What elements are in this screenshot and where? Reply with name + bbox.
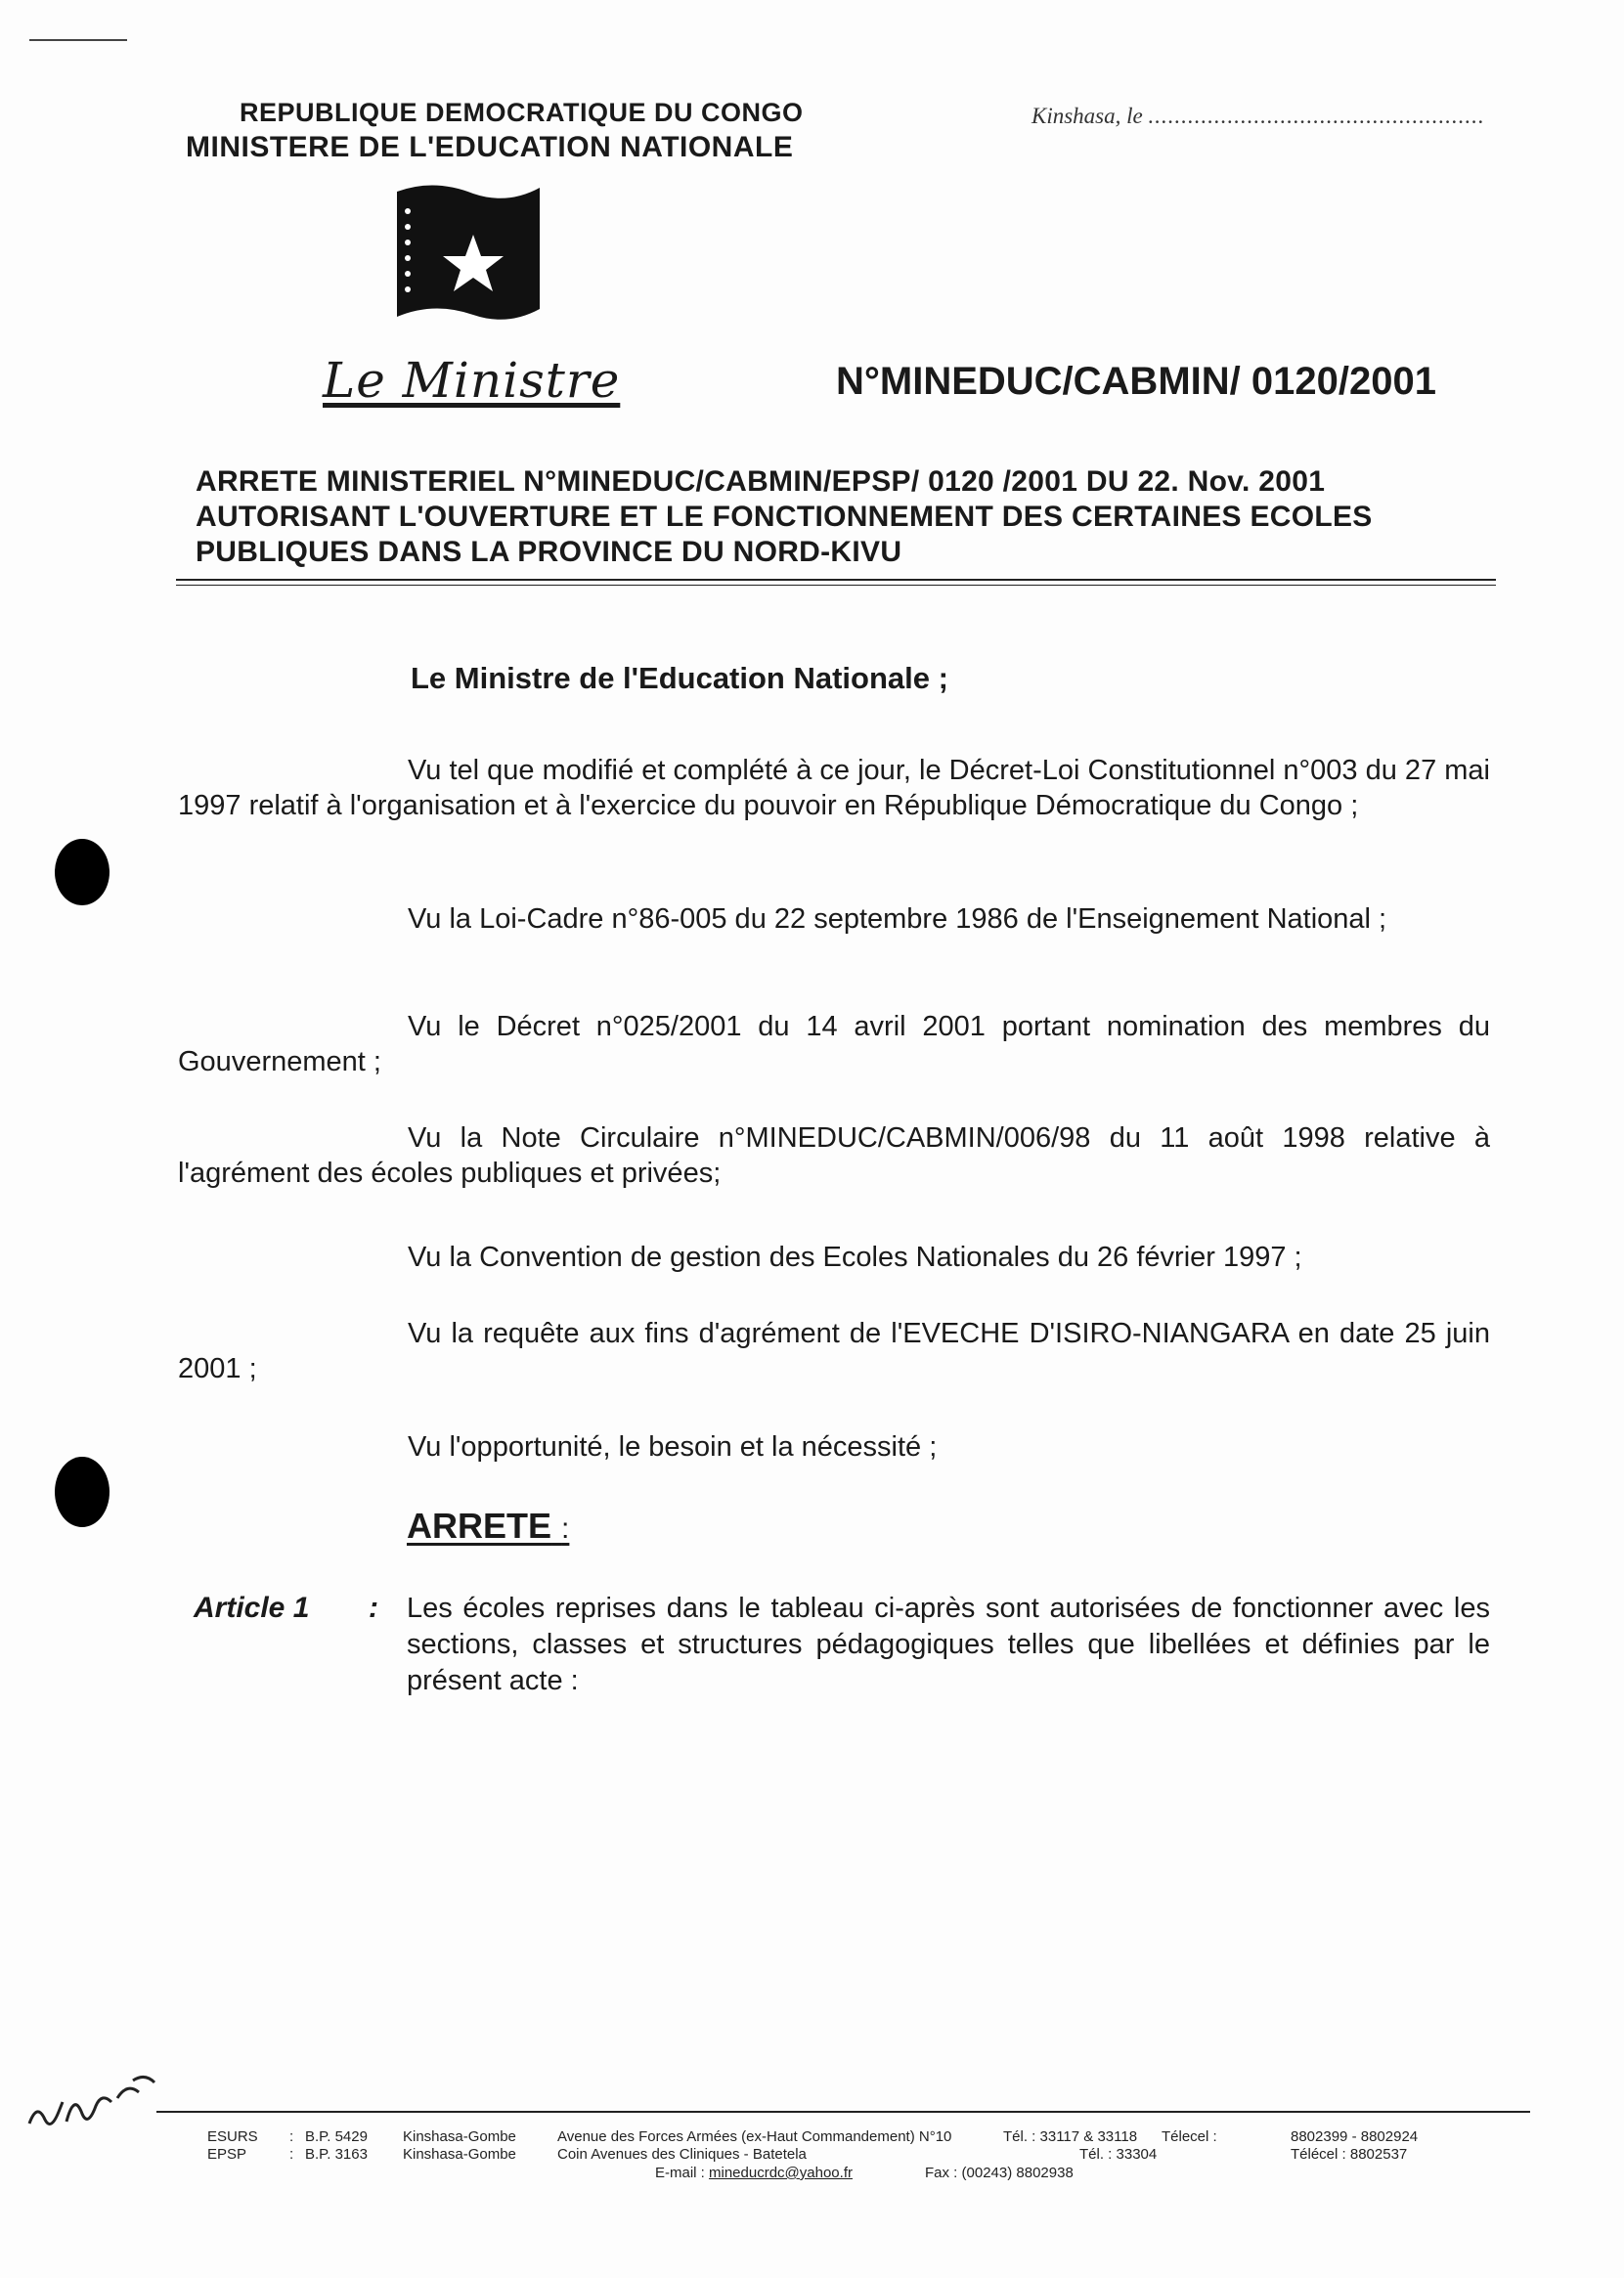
- footer-esurs-telecel-label: Télecel :: [1162, 2128, 1217, 2145]
- drc-flag-emblem: [395, 184, 542, 345]
- footer-email: E-mail : mineducrdc@yahoo.fr: [655, 2165, 853, 2181]
- consideration-6: Vu la requête aux fins d'agrément de l'EVECHE D'ISIRO-NIANGARA en date 25 juin 2001 ;: [178, 1318, 1490, 1384]
- punch-hole: [55, 1457, 110, 1527]
- punch-hole: [55, 839, 110, 905]
- consideration-3: Vu le Décret n°025/2001 du 14 avril 2001 portant nomination des membres du Gouvernement ;: [178, 1011, 1490, 1077]
- footer-fax: Fax : (00243) 8802938: [925, 2165, 1074, 2181]
- footer-esurs-label: ESURS: [207, 2128, 258, 2145]
- consideration-7: Vu l'opportunité, le besoin et la nécessité ;: [408, 1431, 938, 1463]
- footer-esurs-address: Avenue des Forces Armées (ex-Haut Commandement) N°10: [557, 2128, 952, 2145]
- footer-rule: [156, 2111, 1530, 2113]
- title-double-rule: [176, 579, 1496, 581]
- footer-epsp-tel: Tél. : 33304: [1079, 2146, 1158, 2163]
- footer-colon: :: [289, 2146, 294, 2163]
- article-1-label: Article 1: [194, 1592, 310, 1624]
- place-date-dots: ...................................................: [1148, 104, 1485, 128]
- footer-epsp-bp: B.P. 3163: [305, 2146, 368, 2163]
- footer-esurs-bp: B.P. 5429: [305, 2128, 368, 2145]
- article-1-text: Les écoles reprises dans le tableau ci-après sont autorisées de fonctionner avec les sections, classes et structures pédagogiques telles que libellées et définies par le présent acte :: [407, 1593, 1490, 1696]
- reference-number: N°MINEDUC/CABMIN/ 0120/2001: [836, 360, 1436, 403]
- footer-epsp-address: Coin Avenues des Cliniques - Batetela: [557, 2146, 807, 2163]
- consideration-2: Vu la Loi-Cadre n°86-005 du 22 septembre 1986 de l'Enseignement National ;: [408, 903, 1387, 935]
- decree-title-line2: AUTORISANT L'OUVERTURE ET LE FONCTIONNEMENT DES CERTAINES ECOLES: [196, 501, 1373, 533]
- footer-esurs-tel: Tél. : 33117 & 33118: [1003, 2128, 1138, 2145]
- decree-title: [196, 464, 1496, 570]
- footer-epsp-telecel: Télécel : 8802537: [1291, 2146, 1408, 2163]
- ministry-name: MINISTERE DE L'EDUCATION NATIONALE: [186, 131, 794, 163]
- article-1-colon: :: [369, 1592, 378, 1624]
- decision-heading: ARRETE :: [407, 1506, 570, 1546]
- decree-title-line1: ARRETE MINISTERIEL N°MINEDUC/CABMIN/EPSP/ 0120 /2001 DU 22. Nov. 2001: [196, 465, 1326, 498]
- title-double-rule-thin: [176, 585, 1496, 586]
- footer-epsp-label: EPSP: [207, 2146, 247, 2163]
- consideration-5: Vu la Convention de gestion des Ecoles Nationales du 26 février 1997 ;: [408, 1242, 1302, 1273]
- footer-esurs-telecel: 8802399 - 8802924: [1291, 2128, 1419, 2145]
- signature-icon: [23, 2063, 180, 2141]
- consideration-1: Vu tel que modifié et complété à ce jour, le Décret-Loi Constitutionnel n°003 du 27 mai 1997 relatif à l'organisation et à l'exercice du pouvoir en République Démocratique du Congo ;: [178, 755, 1490, 821]
- consideration-4: Vu la Note Circulaire n°MINEDUC/CABMIN/006/98 du 11 août 1998 relative à l'agrément des écoles publiques et privées;: [178, 1122, 1490, 1189]
- republic-name: REPUBLIQUE DEMOCRATIQUE DU CONGO: [240, 98, 804, 127]
- flag-icon: [395, 184, 542, 340]
- footer-esurs-city: Kinshasa-Gombe: [403, 2128, 516, 2145]
- footer-colon: :: [289, 2128, 294, 2145]
- signatory-title: Le Ministre: [323, 352, 621, 409]
- footer-epsp-city: Kinshasa-Gombe: [403, 2146, 516, 2163]
- decree-title-line3: PUBLIQUES DANS LA PROVINCE DU NORD-KIVU: [196, 536, 902, 568]
- place-date: [1031, 104, 1485, 129]
- scan-artifact: [29, 39, 127, 41]
- handwritten-initials: [23, 2063, 180, 2146]
- minister-label: Le Ministre de l'Education Nationale ;: [411, 661, 948, 695]
- place-date-label: Kinshasa, le: [1031, 104, 1143, 128]
